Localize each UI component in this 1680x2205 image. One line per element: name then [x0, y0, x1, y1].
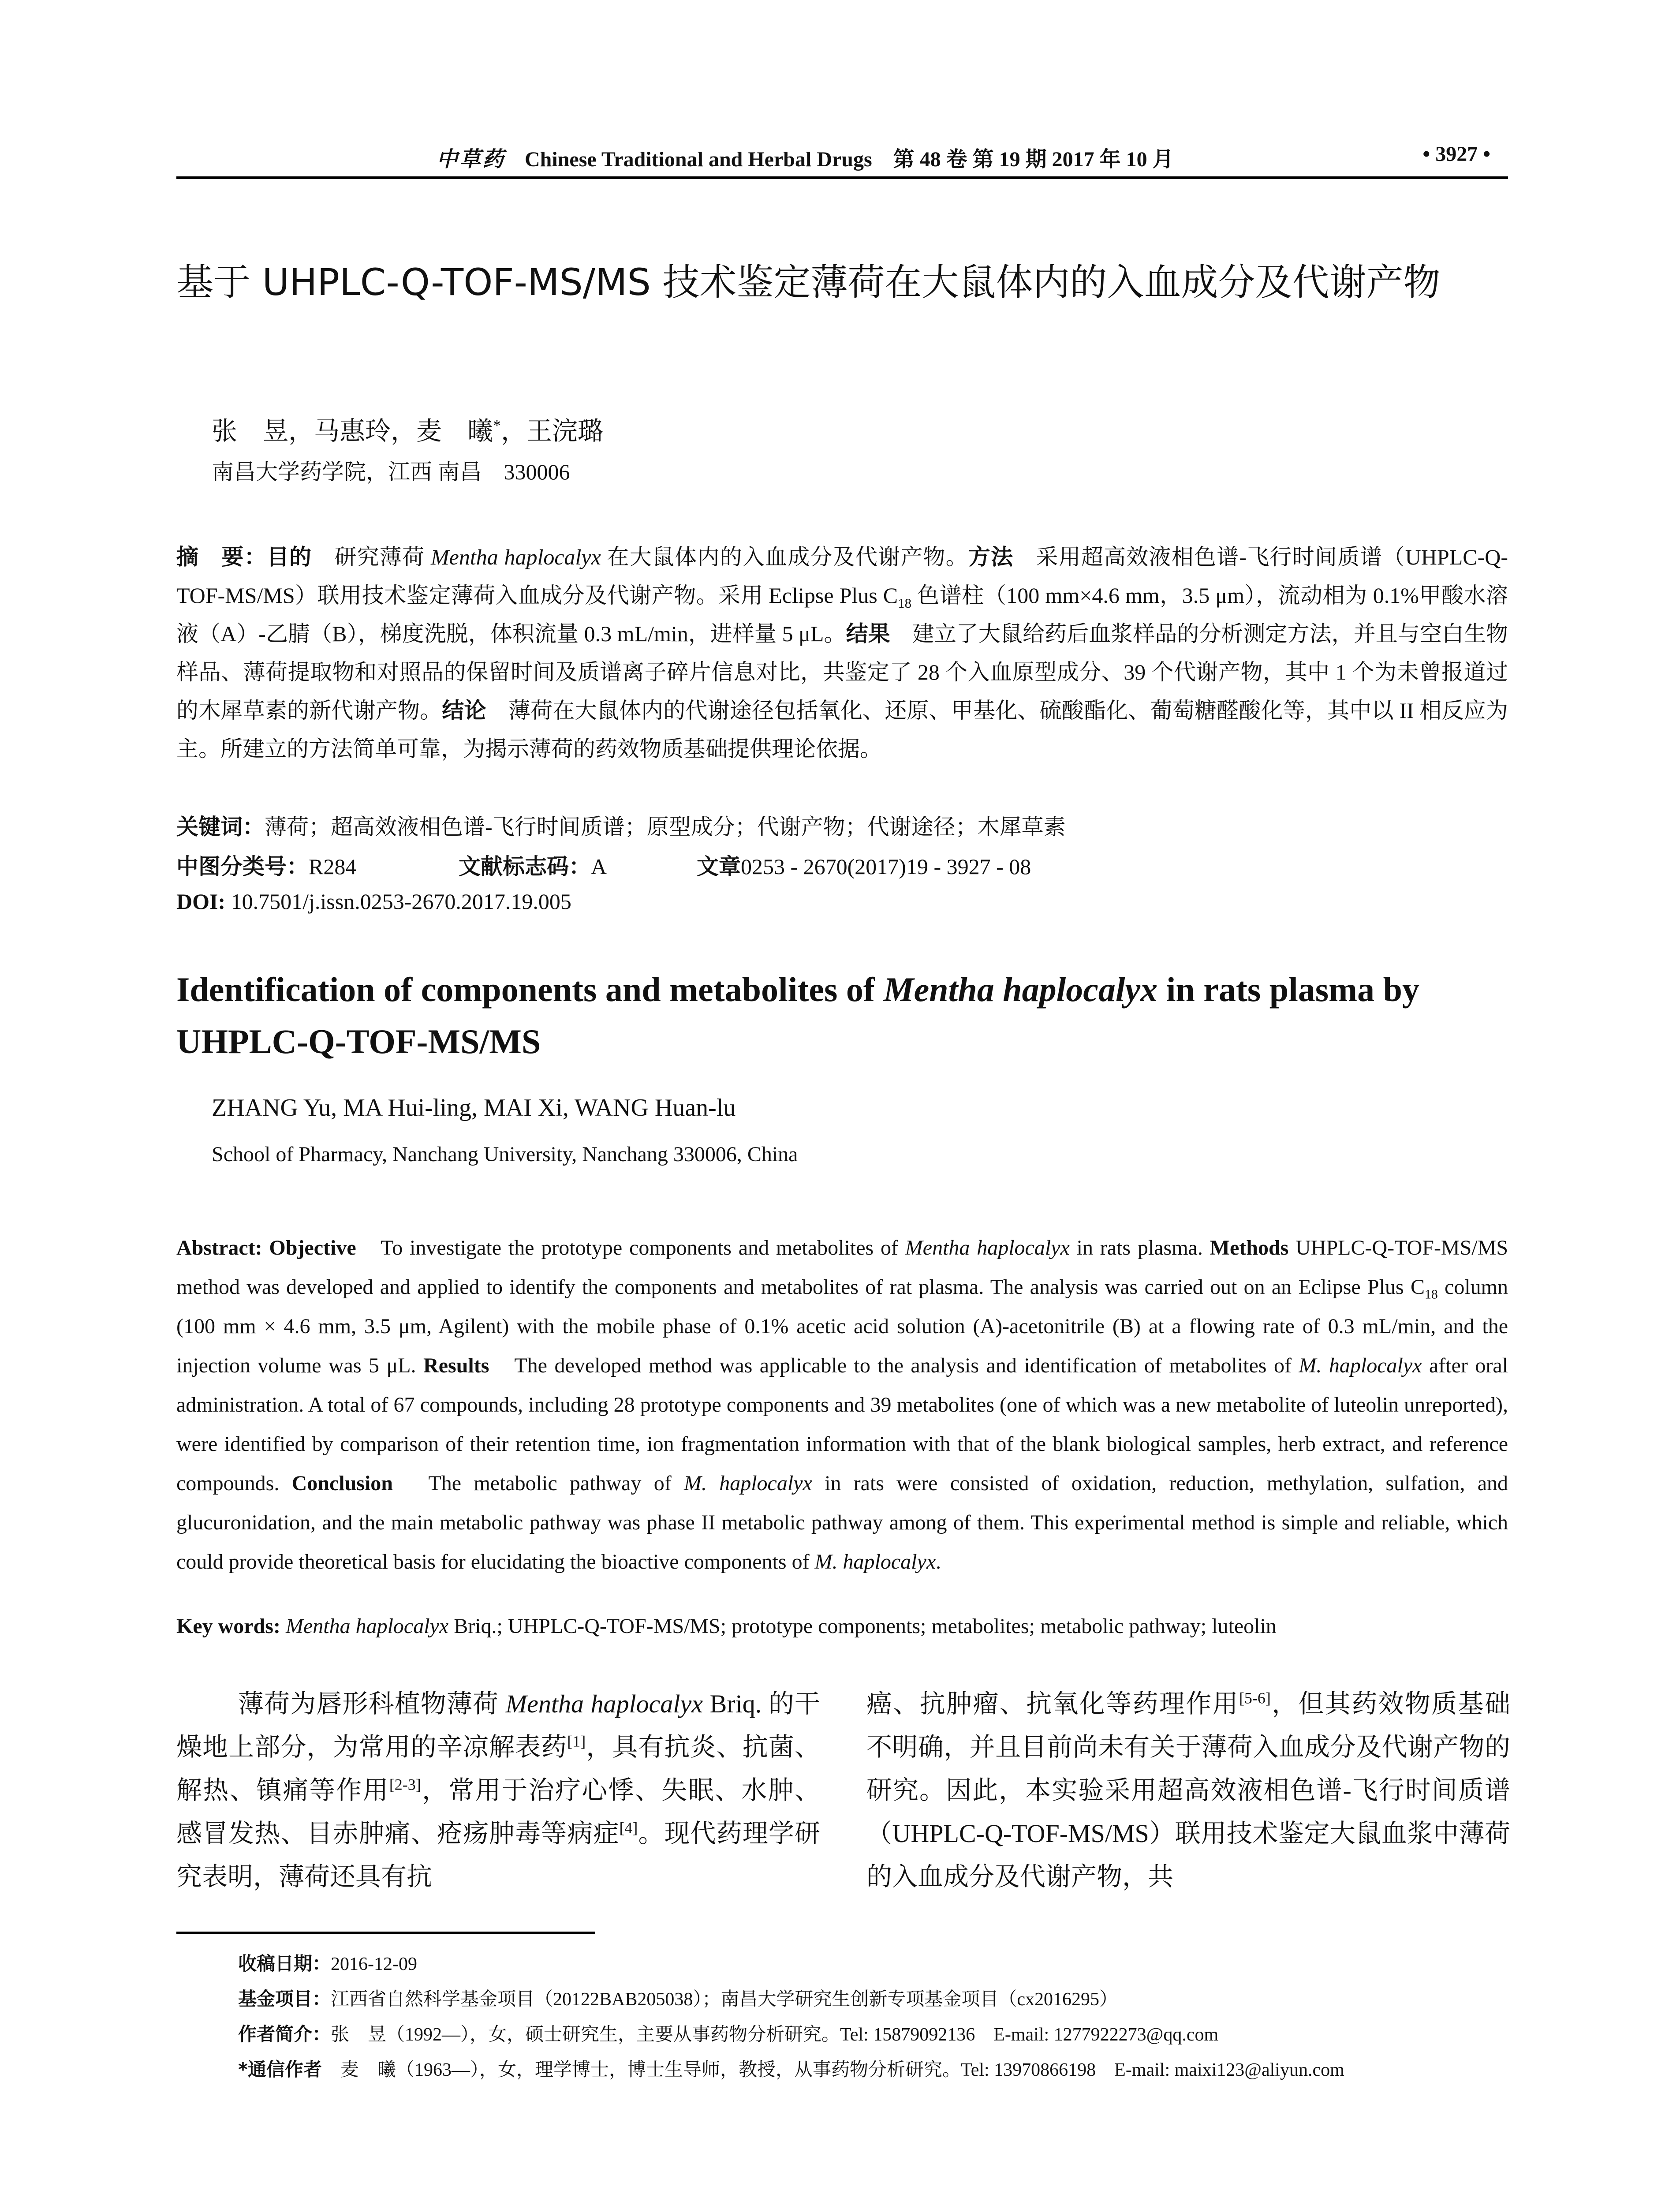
- keywords-cn: [176, 809, 1066, 841]
- body-text: ，但其药效物质基础不明确，并且目前尚未有关于薄荷入血成分及代谢产物的研究。因此，本实验采用超高效液相色谱-飞行时间质谱（UHPLC-Q-TOF-MS/MS）联用技术鉴定大鼠血浆中薄荷的入血成分及代谢产物，共: [866, 1689, 1510, 1891]
- methods-text-end: 色谱柱（100 mm×4.6 mm，3.5 μm），流动相为 0.1%甲酸水溶液（A）-乙腈（B），梯度洗脱，体积流量 0.3 mL/min，进样量 5 μL。: [176, 583, 1508, 646]
- author-bio-text: 张 昱（1992—），女，硕士研究生，主要从事药物分析研究。Tel: 15879092136 E-mail: 1277922273@qq.com: [331, 2025, 1219, 2045]
- keywords-cn-label: 关键词：: [176, 814, 265, 840]
- corresponding-label: *通信作者: [238, 2059, 322, 2080]
- article-value: 0253 - 2670(2017)19 - 3927 - 08: [741, 854, 1031, 879]
- keywords-en-text: Briq.; UHPLC-Q-TOF-MS/MS; prototype components; metabolites; metabolic pathway; luteolin: [448, 1615, 1277, 1638]
- doi-label: DOI:: [176, 889, 226, 914]
- corresponding-mark: *: [493, 416, 501, 434]
- received-label: 收稿日期：: [238, 1953, 331, 1974]
- received-date: 2016-12-09: [331, 1954, 417, 1974]
- conclusion-en-end: .: [936, 1550, 941, 1573]
- methods-en-label: Methods: [1210, 1236, 1289, 1259]
- authors-cn: [212, 410, 603, 447]
- objective-label: 目的: [266, 544, 312, 570]
- conclusion-label: 结论: [442, 698, 486, 723]
- conclusion-en-label: Conclusion: [291, 1472, 393, 1495]
- corresponding-text: 麦 曦（1963—），女，理学博士，博士生导师，教授，从事药物分析研究。Tel: 13970866198 E-mail: maixi123@aliyun.com: [321, 2060, 1344, 2080]
- results-en-label: Results: [423, 1354, 489, 1377]
- footnote-author: [238, 2020, 1218, 2046]
- title-cn: 基于 UHPLC-Q-TOF-MS/MS 技术鉴定薄荷在大鼠体内的入血成分及代谢产物: [176, 261, 1441, 304]
- body-column-left: [176, 1682, 820, 1899]
- authors-cn-names: 张 昱，马惠玲，麦 曦: [212, 417, 493, 445]
- doi-line: [176, 889, 571, 914]
- journal-mark: 中草药: [437, 148, 506, 171]
- objective-text-end: 在大鼠体内的入血成分及代谢产物。: [601, 545, 968, 569]
- latin-name: M. haplocalyx: [814, 1550, 936, 1573]
- body-text: 癌、抗肿瘤、抗氧化等药理作用: [866, 1689, 1239, 1718]
- title-en-end: in rats plasma by UHPLC-Q-TOF-MS/MS: [176, 970, 1419, 1061]
- abstract-cn: [176, 538, 1508, 768]
- subscript: 18: [898, 595, 912, 611]
- body-text: 薄荷为唇形科植物薄荷: [238, 1689, 506, 1718]
- objective-en-end: in rats plasma.: [1069, 1236, 1210, 1259]
- clc-label: 中图分类号：: [176, 854, 309, 879]
- results-text: 建立了大鼠给药后血浆样品的分析测定方法，并且与空白生物样品、薄荷提取物和对照品的保留时间及质谱离子碎片信息对比，共鉴定了 28 个入血原型成分、39 个代谢产物，其中 1 个为未曾报道过的木犀草素的新代谢产物。: [176, 621, 1508, 723]
- latin-name: M. haplocalyx: [683, 1472, 812, 1495]
- conclusion-text: 薄荷在大鼠体内的代谢途径包括氧化、还原、甲基化、硫酸酯化、葡萄糖醛酸化等，其中以 II 相反应为主。所建立的方法简单可靠，为揭示薄荷的药效物质基础提供理论依据。: [176, 698, 1508, 761]
- results-label: 结果: [846, 621, 890, 647]
- doc-code-value: A: [591, 854, 607, 879]
- citation[interactable]: [4]: [619, 1819, 638, 1837]
- doi-value[interactable]: 10.7501/j.issn.0253-2670.2017.19.005: [225, 889, 571, 914]
- subscript: 18: [1425, 1287, 1438, 1302]
- footnote-received: [238, 1949, 417, 1976]
- abstract-cn-label: 摘 要：: [176, 544, 267, 570]
- author-bio-label: 作者简介：: [238, 2023, 331, 2045]
- classification-line: [176, 849, 1031, 881]
- title-en-part: Identification of components and metabolites of: [176, 970, 884, 1009]
- citation[interactable]: [1]: [567, 1732, 586, 1750]
- running-header: [176, 132, 1508, 179]
- abstract-en: [176, 1228, 1508, 1581]
- funding-label: 基金项目：: [238, 1988, 331, 2010]
- body-column-right: [866, 1682, 1510, 1899]
- affiliation-en: School of Pharmacy, Nanchang University, Nanchang 330006, China: [212, 1143, 798, 1166]
- results-en-text: The developed method was applicable to the analysis and identification of metabolites of: [489, 1354, 1299, 1377]
- latin-name: M. haplocalyx: [1299, 1354, 1422, 1377]
- latin-name: Mentha haplocalyx: [431, 545, 601, 569]
- footnote-divider: [176, 1932, 595, 1934]
- abstract-en-label: Abstract: Objective: [176, 1236, 356, 1259]
- latin-name: Mentha haplocalyx: [905, 1236, 1070, 1259]
- doc-code-label: 文献标志码：: [459, 854, 591, 879]
- objective-text: 研究薄荷: [312, 545, 431, 569]
- affiliation-cn: 南昌大学药学院，江西 南昌 330006: [212, 460, 570, 484]
- methods-en-end: column (100 mm × 4.6 mm, 3.5 μm, Agilent) with the mobile phase of 0.1% acetic acid solution (A)-acetonitrile (B) at a flowing rate of 0.3 mL/min, and the injection volume was 5 μL.: [176, 1275, 1508, 1377]
- funding-text: 江西省自然科学基金项目（20122BAB205038）；南昌大学研究生创新专项基金项目（cx2016295）: [331, 1989, 1118, 2010]
- methods-label: 方法: [968, 544, 1014, 570]
- body-text: ，常用于治疗心悸、失眠、水肿、感冒发热、目赤肿痛、疮疡肿毒等病症: [176, 1776, 820, 1848]
- footnote-funding: [238, 1984, 1118, 2011]
- latin-name: Mentha haplocalyx: [505, 1689, 703, 1718]
- page-number: • 3927 •: [1422, 142, 1490, 166]
- methods-text: 采用超高效液相色谱-飞行时间质谱（UHPLC-Q-TOF-MS/MS）联用技术鉴定薄荷入血成分及代谢产物。采用 Eclipse Plus C: [176, 545, 1508, 608]
- keywords-cn-text: 薄荷；超高效液相色谱-飞行时间质谱；原型成分；代谢产物；代谢途径；木犀草素: [265, 815, 1066, 839]
- title-en: [176, 964, 1521, 1068]
- latin-name: Mentha haplocalyx: [280, 1615, 449, 1638]
- citation[interactable]: [2-3]: [389, 1775, 421, 1794]
- authors-cn-names-end: ，王浣璐: [501, 417, 604, 445]
- article-label: 文章: [697, 854, 741, 879]
- methods-en-text: UHPLC-Q-TOF-MS/MS method was developed and applied to identify the components and metabolites of rat plasma. The analysis was carried out on an Eclipse Plus C: [176, 1236, 1508, 1299]
- conclusion-en-middle: in rats were consisted of oxidation, reduction, methylation, sulfation, and glucuronidation, and the main metabolic pathway was phase II metabolic pathway among of them. This experimental method is simple and reliable, which could provide theoretical basis for elucidating the bioactive components of: [176, 1472, 1508, 1573]
- conclusion-en-text: The metabolic pathway of: [392, 1472, 684, 1495]
- body-text: Briq. 的干燥地上部分，为常用的辛凉解表药: [176, 1689, 820, 1761]
- journal-issue-line: Chinese Traditional and Herbal Drugs 第 48 卷 第 19 期 2017 年 10 月: [525, 148, 1174, 171]
- objective-en-text: To investigate the prototype components and metabolites of: [356, 1236, 905, 1259]
- citation[interactable]: [5-6]: [1239, 1689, 1271, 1707]
- results-en-end: after oral administration. A total of 67 compounds, including 28 prototype components and 39 metabolites (one of which was a new metabolite of luteolin unreported), were identified by comparison of their retention time, ion fragmentation information with that of the blank biological samples, herb extract, and reference compounds.: [176, 1354, 1508, 1495]
- footnote-corresponding: [238, 2055, 1344, 2082]
- keywords-en: [176, 1614, 1277, 1638]
- title-en-latin: Mentha haplocalyx: [883, 970, 1158, 1009]
- clc-value: R284: [309, 854, 357, 879]
- body-text: ，具有抗炎、抗菌、解热、镇痛等作用: [176, 1733, 820, 1805]
- authors-en: ZHANG Yu, MA Hui-ling, MAI Xi, WANG Huan-lu: [212, 1094, 736, 1121]
- keywords-en-label: Key words:: [176, 1615, 280, 1638]
- body-text: 。现代药理学研究表明，薄荷还具有抗: [176, 1819, 820, 1891]
